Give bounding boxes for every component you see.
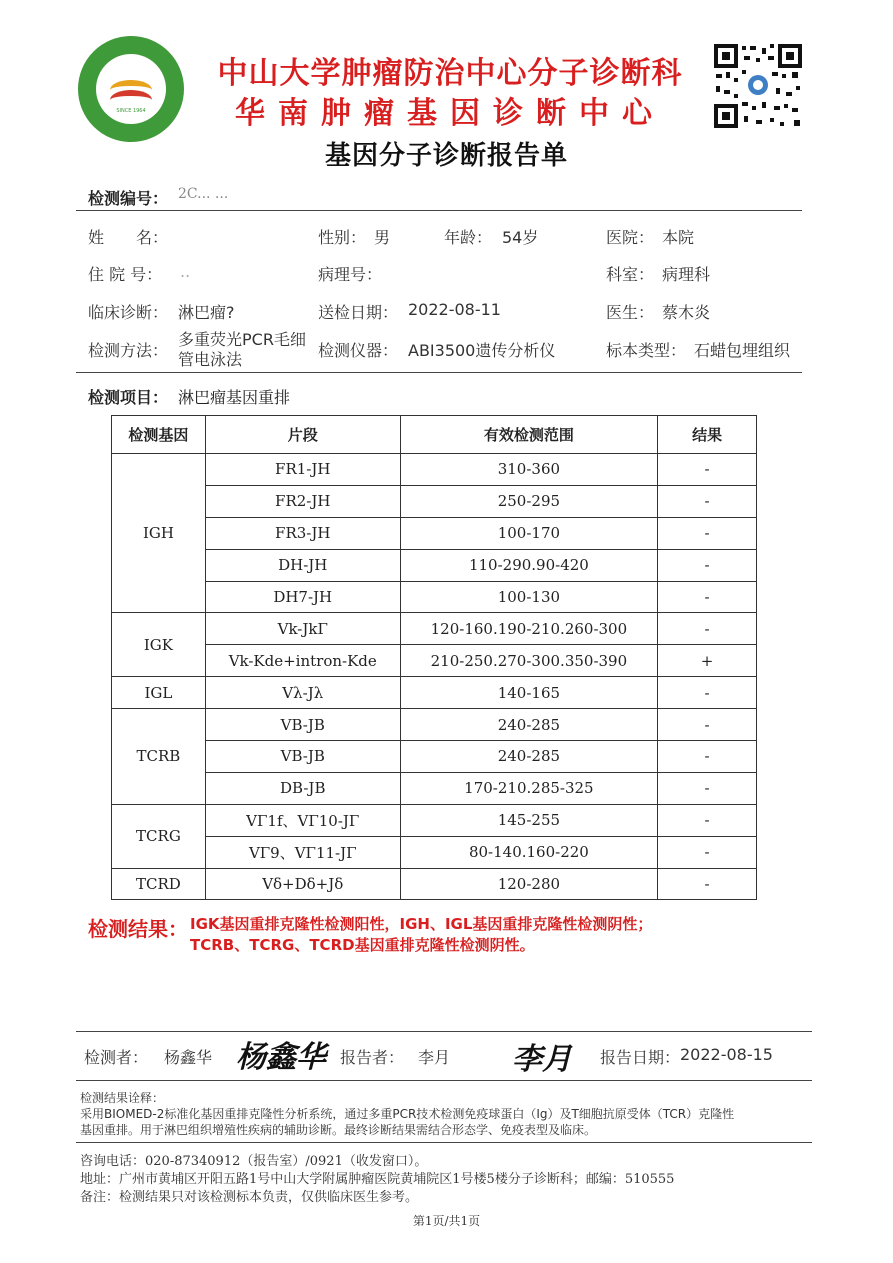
gene-cell: TCRG <box>112 804 206 868</box>
notes-title: 检测结果诠释： <box>80 1091 165 1105</box>
range-cell: 210-250.270-300.350-390 <box>400 645 658 677</box>
inpatient-label: 住 院 号： <box>88 265 163 284</box>
table-header-row <box>112 416 757 454</box>
gene-cell: IGK <box>112 613 206 677</box>
divider <box>76 1080 812 1081</box>
result-cell: - <box>658 868 757 900</box>
table-row <box>112 645 757 677</box>
department-title: 中山大学肿瘤防治中心分子诊断科 <box>217 56 683 91</box>
inpatient-value: .. <box>180 262 191 281</box>
result-cell: - <box>658 772 757 804</box>
range-cell: 100-170 <box>400 517 658 549</box>
test-item-value: 淋巴瘤基因重排 <box>178 388 291 407</box>
notes-line-2: 基因重排。用于淋巴组织增殖性疾病的辅助诊断。最终诊断结果需结合形态学、免疫表型及临床。 <box>80 1123 597 1137</box>
reporter-signature: 李月 <box>512 1042 572 1077</box>
page-number: 第1页/共1页 <box>412 1214 481 1228</box>
table-row <box>112 836 757 868</box>
range-cell: 170-210.285-325 <box>400 772 658 804</box>
specimen-label: 标本类型： <box>606 341 687 360</box>
sex-label: 性别： <box>318 228 367 247</box>
result-cell: - <box>658 485 757 517</box>
table-body <box>112 454 757 900</box>
divider <box>76 1142 812 1143</box>
report-title: 基因分子诊断报告单 <box>324 141 568 171</box>
test-code-label: 检测编号： <box>88 189 169 208</box>
divider <box>76 210 802 211</box>
table-row <box>112 454 757 486</box>
doctor-label: 医生： <box>606 303 655 322</box>
divider <box>76 372 802 373</box>
segment-cell: DH-JH <box>205 549 400 581</box>
instrument-label: 检测仪器： <box>318 341 399 360</box>
notes-line-1: 采用BIOMED-2标准化基因重排克隆性分析系统，通过多重PCR技术检测免疫球蛋白（Ig）及T细胞抗原受体（TCR）克隆性 <box>80 1107 735 1121</box>
segment-cell: VΓ9、VΓ11-JΓ <box>205 836 400 868</box>
method-label: 检测方法： <box>88 341 169 360</box>
segment-cell: FR2-JH <box>205 485 400 517</box>
report-date-label: 报告日期： <box>600 1048 681 1067</box>
result-cell: - <box>658 677 757 709</box>
remark-info: 备注：检测结果只对该检测标本负责，仅供临床医生参考。 <box>80 1190 419 1205</box>
table-row <box>112 677 757 709</box>
table-row <box>112 549 757 581</box>
segment-cell: DB-JB <box>205 772 400 804</box>
segment-cell: VΓ1f、VΓ10-JΓ <box>205 804 400 836</box>
result-cell: - <box>658 709 757 741</box>
segment-cell: VB-JB <box>205 741 400 773</box>
header-segment: 片段 <box>205 416 400 454</box>
segment-cell: FR1-JH <box>205 454 400 486</box>
segment-cell: FR3-JH <box>205 517 400 549</box>
range-cell: 110-290.90-420 <box>400 549 658 581</box>
method-value-line1: 多重荧光PCR毛细 <box>178 330 306 349</box>
name-label: 姓 名： <box>88 228 169 247</box>
dept-value: 病理科 <box>662 265 711 284</box>
result-cell: - <box>658 454 757 486</box>
result-line-2: TCRB、TCRG、TCRD基因重排克隆性检测阴性。 <box>190 936 535 954</box>
age-value: 54岁 <box>502 228 539 247</box>
range-cell: 120-160.190-210.260-300 <box>400 613 658 645</box>
hospital-value: 本院 <box>662 228 695 247</box>
qr-code-icon <box>712 42 804 130</box>
reporter-label: 报告者： <box>340 1048 405 1067</box>
table-row <box>112 613 757 645</box>
result-cell: - <box>658 613 757 645</box>
submit-date-value: 2022-08-11 <box>408 300 501 319</box>
center-title: 华南肿瘤基因诊断中心 <box>235 96 665 131</box>
table-row <box>112 741 757 773</box>
range-cell: 100-130 <box>400 581 658 613</box>
dept-label: 科室： <box>606 265 655 284</box>
result-line-1: IGK基因重排克隆性检测阳性，IGH、IGL基因重排克隆性检测阴性； <box>190 915 653 933</box>
segment-cell: Vδ+Dδ+Jδ <box>205 868 400 900</box>
tester-name: 杨鑫华 <box>164 1048 213 1067</box>
reporter-name: 李月 <box>418 1048 451 1067</box>
result-label: 检测结果： <box>88 917 188 941</box>
gene-cell: TCRB <box>112 709 206 805</box>
table-row <box>112 581 757 613</box>
range-cell: 140-165 <box>400 677 658 709</box>
submit-date-label: 送检日期： <box>318 303 399 322</box>
tester-signature: 杨鑫华 <box>236 1040 326 1075</box>
hospital-logo <box>78 36 184 142</box>
table-row <box>112 772 757 804</box>
segment-cell: VB-JB <box>205 709 400 741</box>
result-cell: - <box>658 549 757 581</box>
divider <box>76 1031 812 1032</box>
diagnosis-label: 临床诊断： <box>88 303 169 322</box>
result-cell: - <box>658 581 757 613</box>
report-date-value: 2022-08-15 <box>680 1045 773 1064</box>
table-row <box>112 485 757 517</box>
range-cell: 250-295 <box>400 485 658 517</box>
gene-cell: IGL <box>112 677 206 709</box>
range-cell: 120-280 <box>400 868 658 900</box>
table-row <box>112 517 757 549</box>
logo-year: SINCE 1964 <box>116 108 146 114</box>
segment-cell: Vk-Kde+intron-Kde <box>205 645 400 677</box>
range-cell: 80-140.160-220 <box>400 836 658 868</box>
result-cell: - <box>658 804 757 836</box>
gene-cell: TCRD <box>112 868 206 900</box>
result-cell: - <box>658 741 757 773</box>
range-cell: 310-360 <box>400 454 658 486</box>
instrument-value: ABI3500遗传分析仪 <box>408 341 556 360</box>
result-cell: + <box>658 645 757 677</box>
logo-arc-red <box>110 90 152 110</box>
tester-label: 检测者： <box>84 1048 149 1067</box>
range-cell: 240-285 <box>400 741 658 773</box>
diagnosis-value: 淋巴瘤? <box>178 303 235 322</box>
header-result: 结果 <box>658 416 757 454</box>
segment-cell: Vλ-Jλ <box>205 677 400 709</box>
range-cell: 240-285 <box>400 709 658 741</box>
range-cell: 145-255 <box>400 804 658 836</box>
hospital-label: 医院： <box>606 228 655 247</box>
header-gene: 检测基因 <box>112 416 206 454</box>
doctor-value: 蔡木炎 <box>662 303 711 322</box>
method-value-line2: 管电泳法 <box>178 350 243 369</box>
contact-info: 咨询电话：020-87340912（报告室）/0921（收发窗口）。 <box>80 1154 428 1169</box>
table-row <box>112 709 757 741</box>
test-item-label: 检测项目： <box>88 388 169 407</box>
test-code-value: 2C... ... <box>178 186 229 202</box>
pathology-label: 病理号： <box>318 265 383 284</box>
segment-cell: DH7-JH <box>205 581 400 613</box>
specimen-value: 石蜡包埋组织 <box>694 341 791 360</box>
logo-emblem <box>96 54 166 124</box>
gene-result-table <box>111 415 757 900</box>
age-label: 年龄： <box>444 228 493 247</box>
result-cell: - <box>658 517 757 549</box>
segment-cell: Vk-JkΓ <box>205 613 400 645</box>
address-info: 地址：广州市黄埔区开阳五路1号中山大学附属肿瘤医院黄埔院区1号楼5楼分子诊断科；邮编：510555 <box>80 1172 675 1187</box>
result-cell: - <box>658 836 757 868</box>
sex-value: 男 <box>374 228 391 247</box>
table-row <box>112 804 757 836</box>
header-range: 有效检测范围 <box>400 416 658 454</box>
table-row <box>112 868 757 900</box>
gene-cell: IGH <box>112 454 206 613</box>
